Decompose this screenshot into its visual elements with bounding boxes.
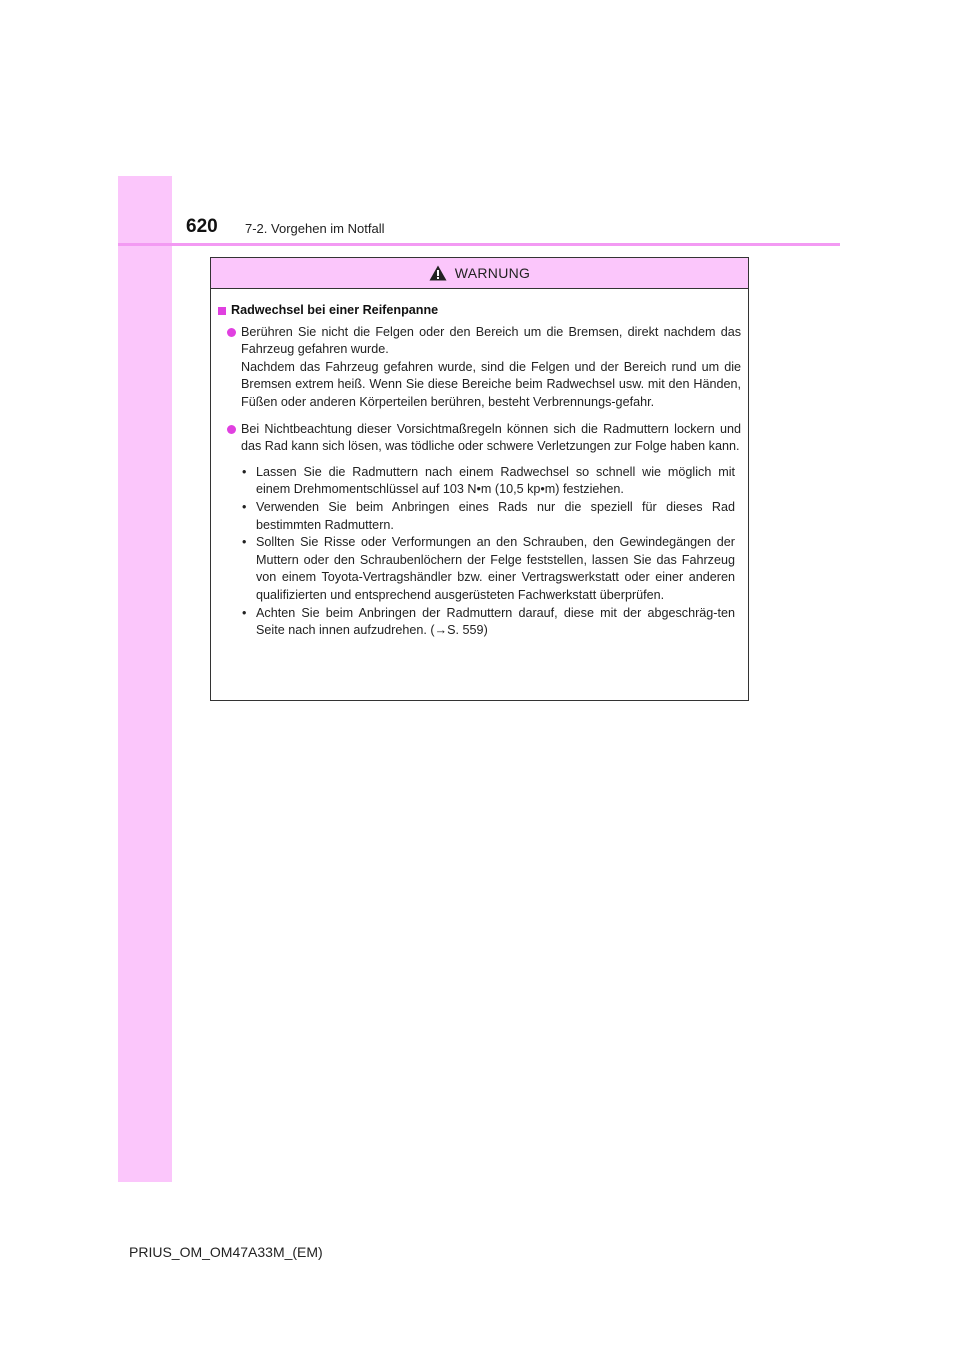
sub-bullet-marker: • [242, 605, 247, 620]
sub-list-item [242, 534, 735, 604]
sub-item-text [256, 605, 735, 640]
list-item [218, 421, 741, 456]
warning-heading-text: Radwechsel bei einer Reifenpanne [231, 303, 439, 317]
sub-item-text-after: ) [483, 623, 488, 638]
right-arrow-icon: → [434, 623, 448, 638]
sub-list-item [242, 499, 735, 534]
sub-list [218, 464, 741, 640]
sub-item-text: Verwenden Sie beim Anbringen eines Rads nur die speziell für dieses Rad bestimmten Radmuttern. [256, 499, 735, 532]
circle-bullet-icon [227, 328, 236, 337]
warning-body [211, 289, 748, 640]
sub-list-item [242, 605, 735, 640]
bullet-text [241, 324, 741, 412]
warning-heading [218, 302, 741, 320]
page-number: 620 [186, 216, 218, 237]
paragraph: Berühren Sie nicht die Felgen oder den Bereich um die Bremsen, direkt nachdem das Fahrzeug gefahren wurde. [241, 324, 741, 357]
warning-triangle-icon [429, 265, 447, 281]
sub-item-text: Lassen Sie die Radmuttern nach einem Radwechsel so schnell wie möglich mit einem Drehmomentschlüssel auf 103 N•m (10,5 kp•m) festziehen. [256, 464, 735, 497]
footer-code: PRIUS_OM_OM47A33M_(EM) [129, 1244, 323, 1260]
warning-box [210, 257, 749, 701]
circle-bullet-icon [227, 425, 236, 434]
side-strip [118, 176, 172, 1182]
paragraph: Nachdem das Fahrzeug gefahren wurde, sind die Felgen und der Bereich rund um die Bremsen extrem heiß. Wenn Sie diese Bereiche beim Radwechsel usw. mit den Händen, Füßen oder anderen Körperteilen berühren, besteht Verbrennungs-gefahr. [241, 359, 741, 409]
sub-bullet-marker: • [242, 464, 247, 479]
page-reference-link[interactable]: S. 559 [447, 623, 484, 638]
warning-header [211, 258, 748, 289]
square-bullet-icon [218, 307, 226, 315]
sub-list-item [242, 464, 735, 499]
bullet-text [241, 421, 741, 456]
sub-bullet-marker: • [242, 535, 247, 550]
sub-item-text: Sollten Sie Risse oder Verformungen an den Schrauben, den Gewindegängen der Muttern oder den Schraubenlöchern der Felge feststellen, lassen Sie das Fahrzeug von einem Toyota-Vertragshändler bzw. einer Vertragswerkstatt oder einer anderen qualifizierten und entsprechend ausgerüsteten Fachwerkstatt überprüfen. [256, 535, 735, 602]
sub-bullet-marker: • [242, 499, 247, 514]
section-title: 7-2. Vorgehen im Notfall [245, 221, 385, 236]
header-rule [118, 243, 840, 246]
sub-item-text-before: Achten Sie beim Anbringen der Radmuttern darauf, diese mit der abgeschräg-ten Seite nach innen aufzudrehen. ( [256, 605, 735, 638]
list-item [218, 324, 741, 412]
paragraph: Bei Nichtbeachtung dieser Vorsichtmaßregeln können sich die Radmuttern lockern und das Rad kann sich lösen, was tödliche oder schwere Verletzungen zur Folge haben kann. [241, 421, 741, 454]
warning-label: WARNUNG [454, 265, 531, 281]
